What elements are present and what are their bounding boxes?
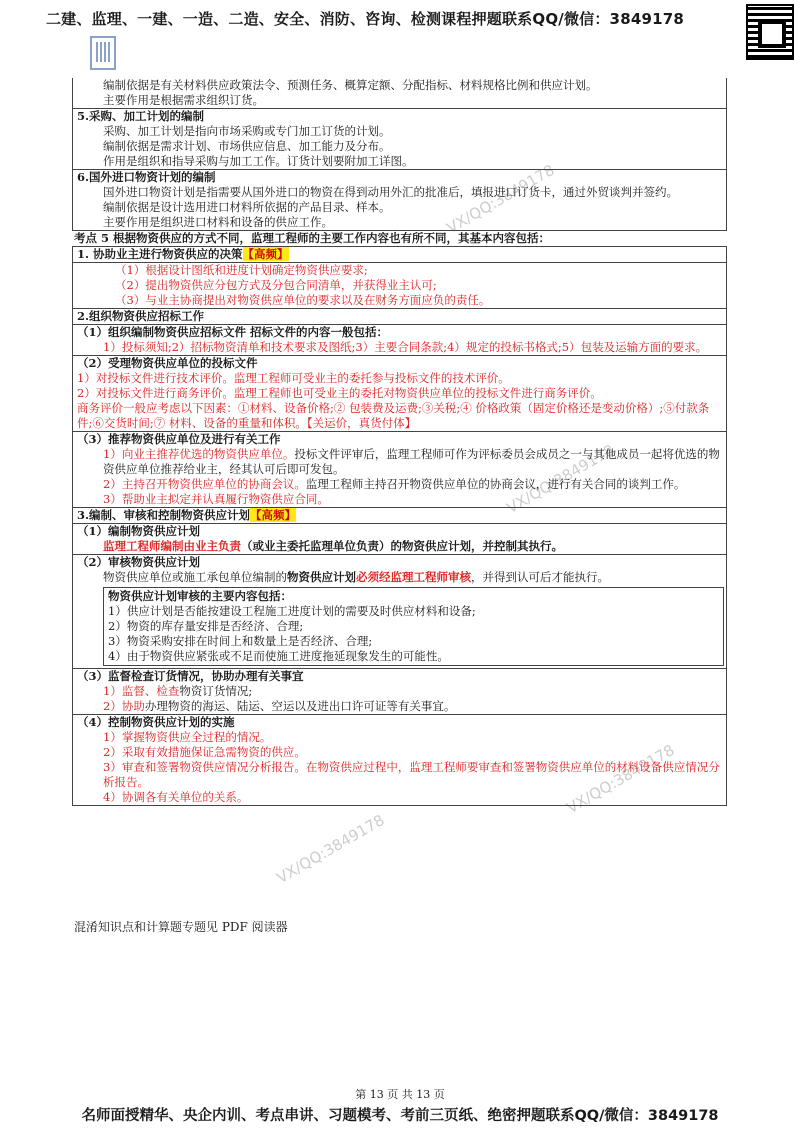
text-line: 1）对投标文件进行技术评价。监理工程师可受业主的委托参与投标文件的技术评价。 — [77, 371, 510, 385]
part-3-title: 3.编制、审核和控制物资供应计划 — [77, 508, 251, 522]
text-line: 主要作用是根据需求组织订货。 — [103, 93, 264, 107]
text-span: 1）向业主推荐优选的物资供应单位。 — [103, 447, 295, 461]
part-2-title: 2.组织物资供应招标工作 — [77, 309, 205, 323]
text-span: 2）主持召开物资供应单位的协商会议。 — [103, 477, 306, 491]
document-body — [72, 78, 727, 806]
subheading: （4）控制物资供应计划的实施 — [73, 714, 726, 730]
watermark: VX/QQ:3849178 — [503, 440, 618, 518]
list-item: （2）提出物资供应分包方式及分包合同清单，并获得业主认可; — [115, 278, 437, 292]
part-3 — [72, 508, 727, 806]
subheading: （2）受理物资供应单位的投标文件 — [73, 355, 726, 371]
high-freq-tag: 【高频】 — [250, 508, 297, 522]
section-4-tail — [72, 78, 727, 231]
part-2 — [72, 309, 727, 508]
text-span: 1）监督、检查 — [103, 684, 180, 698]
text-span: 监理工程师编制由业主负责 — [103, 539, 241, 553]
high-freq-tag: 【高频】 — [242, 247, 289, 261]
list-item: 2）物资的库存量安排是否经济、合理; — [108, 619, 304, 633]
list-item: （3）与业主协商提出对物资供应单位的要求以及在财务方面应负的责任。 — [115, 293, 491, 307]
list-item: 3）审查和签署物资供应情况分析报告。在物资供应过程中，监理工程师要审查和签署物资供应单位的材料设备供应情况分析报告。 — [103, 760, 720, 789]
bottom-banner: 名师面授精华、央企内训、考点串讲、习题模考、考前三页纸、绝密押题联系QQ/微信：3849178 — [81, 1108, 719, 1124]
text-line: 国外进口物资计划是指需要从国外进口的物资在得到动用外汇的批准后，填报进口订货卡，通过外贸谈判并签约。 — [103, 185, 678, 199]
subheading: （2）审核物资供应计划 — [73, 554, 726, 570]
list-item: （1）根据设计图纸和进度计划确定物资供应要求; — [73, 262, 726, 278]
text-line: 2）对投标文件进行商务评价。监理工程师也可受业主的委托对物资供应单位的投标文件进行商务评价。 — [77, 386, 602, 400]
list-item: 3）物资采购安排在时间上和数量上是否经济、合理; — [108, 634, 373, 648]
text-span: 物资供应计划 — [287, 570, 356, 584]
page-header: 二建、监理、一建、一造、二造、安全、消防、咨询、检测课程押题联系QQ/微信：3849178 — [45, 10, 685, 28]
list-item: 1）供应计划是否能按建设工程施工进度计划的需要及时供应材料和设备; — [108, 604, 476, 618]
list-item: 2）采取有效措施保证急需物资的供应。 — [103, 745, 306, 759]
watermark: VX/QQ:3849178 — [273, 810, 388, 888]
logo-icon — [90, 36, 116, 70]
reference-note: 混淆知识点和计算题专题见 PDF 阅读器 — [74, 920, 288, 934]
qr-code — [746, 4, 794, 60]
list-item: 4）协调各有关单位的关系。 — [103, 790, 249, 804]
text-line: 编制依据是有关材料供应政策法令、预测任务、概算定额、分配指标、材料规格比例和供应计划。 — [103, 78, 598, 92]
part-1 — [72, 246, 727, 309]
text-span: 监理工程师主持召开物资供应单位的协商会议，进行有关合同的谈判工作。 — [305, 477, 686, 491]
watermark: VX/QQ:3849178 — [563, 740, 678, 818]
subheading: （1）组织编制物资供应招标文件 招标文件的内容一般包括： — [73, 324, 726, 340]
text-line: 商务评价一般应考虑以下因素：①材料、设备价格;② 包装费及运费;③关税;④ 价格政策（固定价格还是变动价格）;⑤付款条件;⑥交货时间;⑦ 材料、设备的重量和体积。【关运价，真货付体】 — [77, 401, 710, 430]
subheading: （3）推荐物资供应单位及进行有关工作 — [73, 431, 726, 447]
text-line: 采购、加工计划是指向市场采购或专门加工订货的计划。 — [103, 124, 391, 138]
subheading: （1）编制物资供应计划 — [73, 523, 726, 539]
section-6-title: 6.国外进口物资计划的编制 — [73, 169, 726, 185]
text-span: 物资供应单位或施工承包单位编制的 — [103, 570, 287, 584]
text-span: 办理物资的海运、陆运、空运以及进出口许可证等有关事宜。 — [144, 699, 456, 713]
text-line: 作用是组织和指导采购与加工工作。订货计划要附加工详图。 — [103, 154, 414, 168]
text-span: 2）协助 — [103, 699, 145, 713]
part-1-title: 1. 协助业主进行物资供应的决策 — [77, 247, 243, 261]
key-point-5: 考点 5 根据物资供应的方式不同，监理工程师的主要工作内容也有所不同，其基本内容包括： — [74, 231, 551, 245]
text-line: 编制依据是设计选用进口材料所依据的产品目录、样本。 — [103, 200, 391, 214]
text-line: 1）投标须知;2）招标物资清单和技术要求及图纸;3）主要合同条款;4）规定的投标书格式;5）包装及运输方面的要求。 — [103, 340, 708, 354]
section-5-title: 5.采购、加工计划的编制 — [73, 108, 726, 124]
box-title: 物资供应计划审核的主要内容包括： — [108, 589, 292, 603]
page-number: 第 13 页 共 13 页 — [355, 1088, 445, 1101]
text-line: 主要作用是组织进口材料和设备的供应工作。 — [103, 215, 333, 229]
list-item: 1）掌握物资供应全过程的情况。 — [103, 730, 272, 744]
text-span: 投标文件评审后，监理工程师可作为评标委员会成员之一与其他成员一起将优选的物资供应单位推荐给业主，经其认可后即可发包。 — [103, 447, 720, 476]
text-span: 必须经监理工程师审核 — [356, 570, 471, 584]
review-box — [103, 587, 724, 666]
subheading: （3）监督检查订货情况，协助办理有关事宜 — [73, 668, 726, 684]
text-span: （或业主委托监理单位负责）的物资供应计划，并控制其执行。 — [241, 539, 563, 553]
list-item: 4）由于物资供应紧张或不足而使施工进度拖延现象发生的可能性。 — [108, 649, 449, 663]
text-line: 编制依据是需求计划、市场供应信息、加工能力及分布。 — [103, 139, 391, 153]
text-span: 物资订货情况; — [179, 684, 253, 698]
watermark: VX/QQ:3849178 — [443, 160, 558, 238]
text-span: ，并得到认可后才能执行。 — [471, 570, 609, 584]
text-line: 3）帮助业主拟定并认真履行物资供应合同。 — [103, 492, 329, 506]
